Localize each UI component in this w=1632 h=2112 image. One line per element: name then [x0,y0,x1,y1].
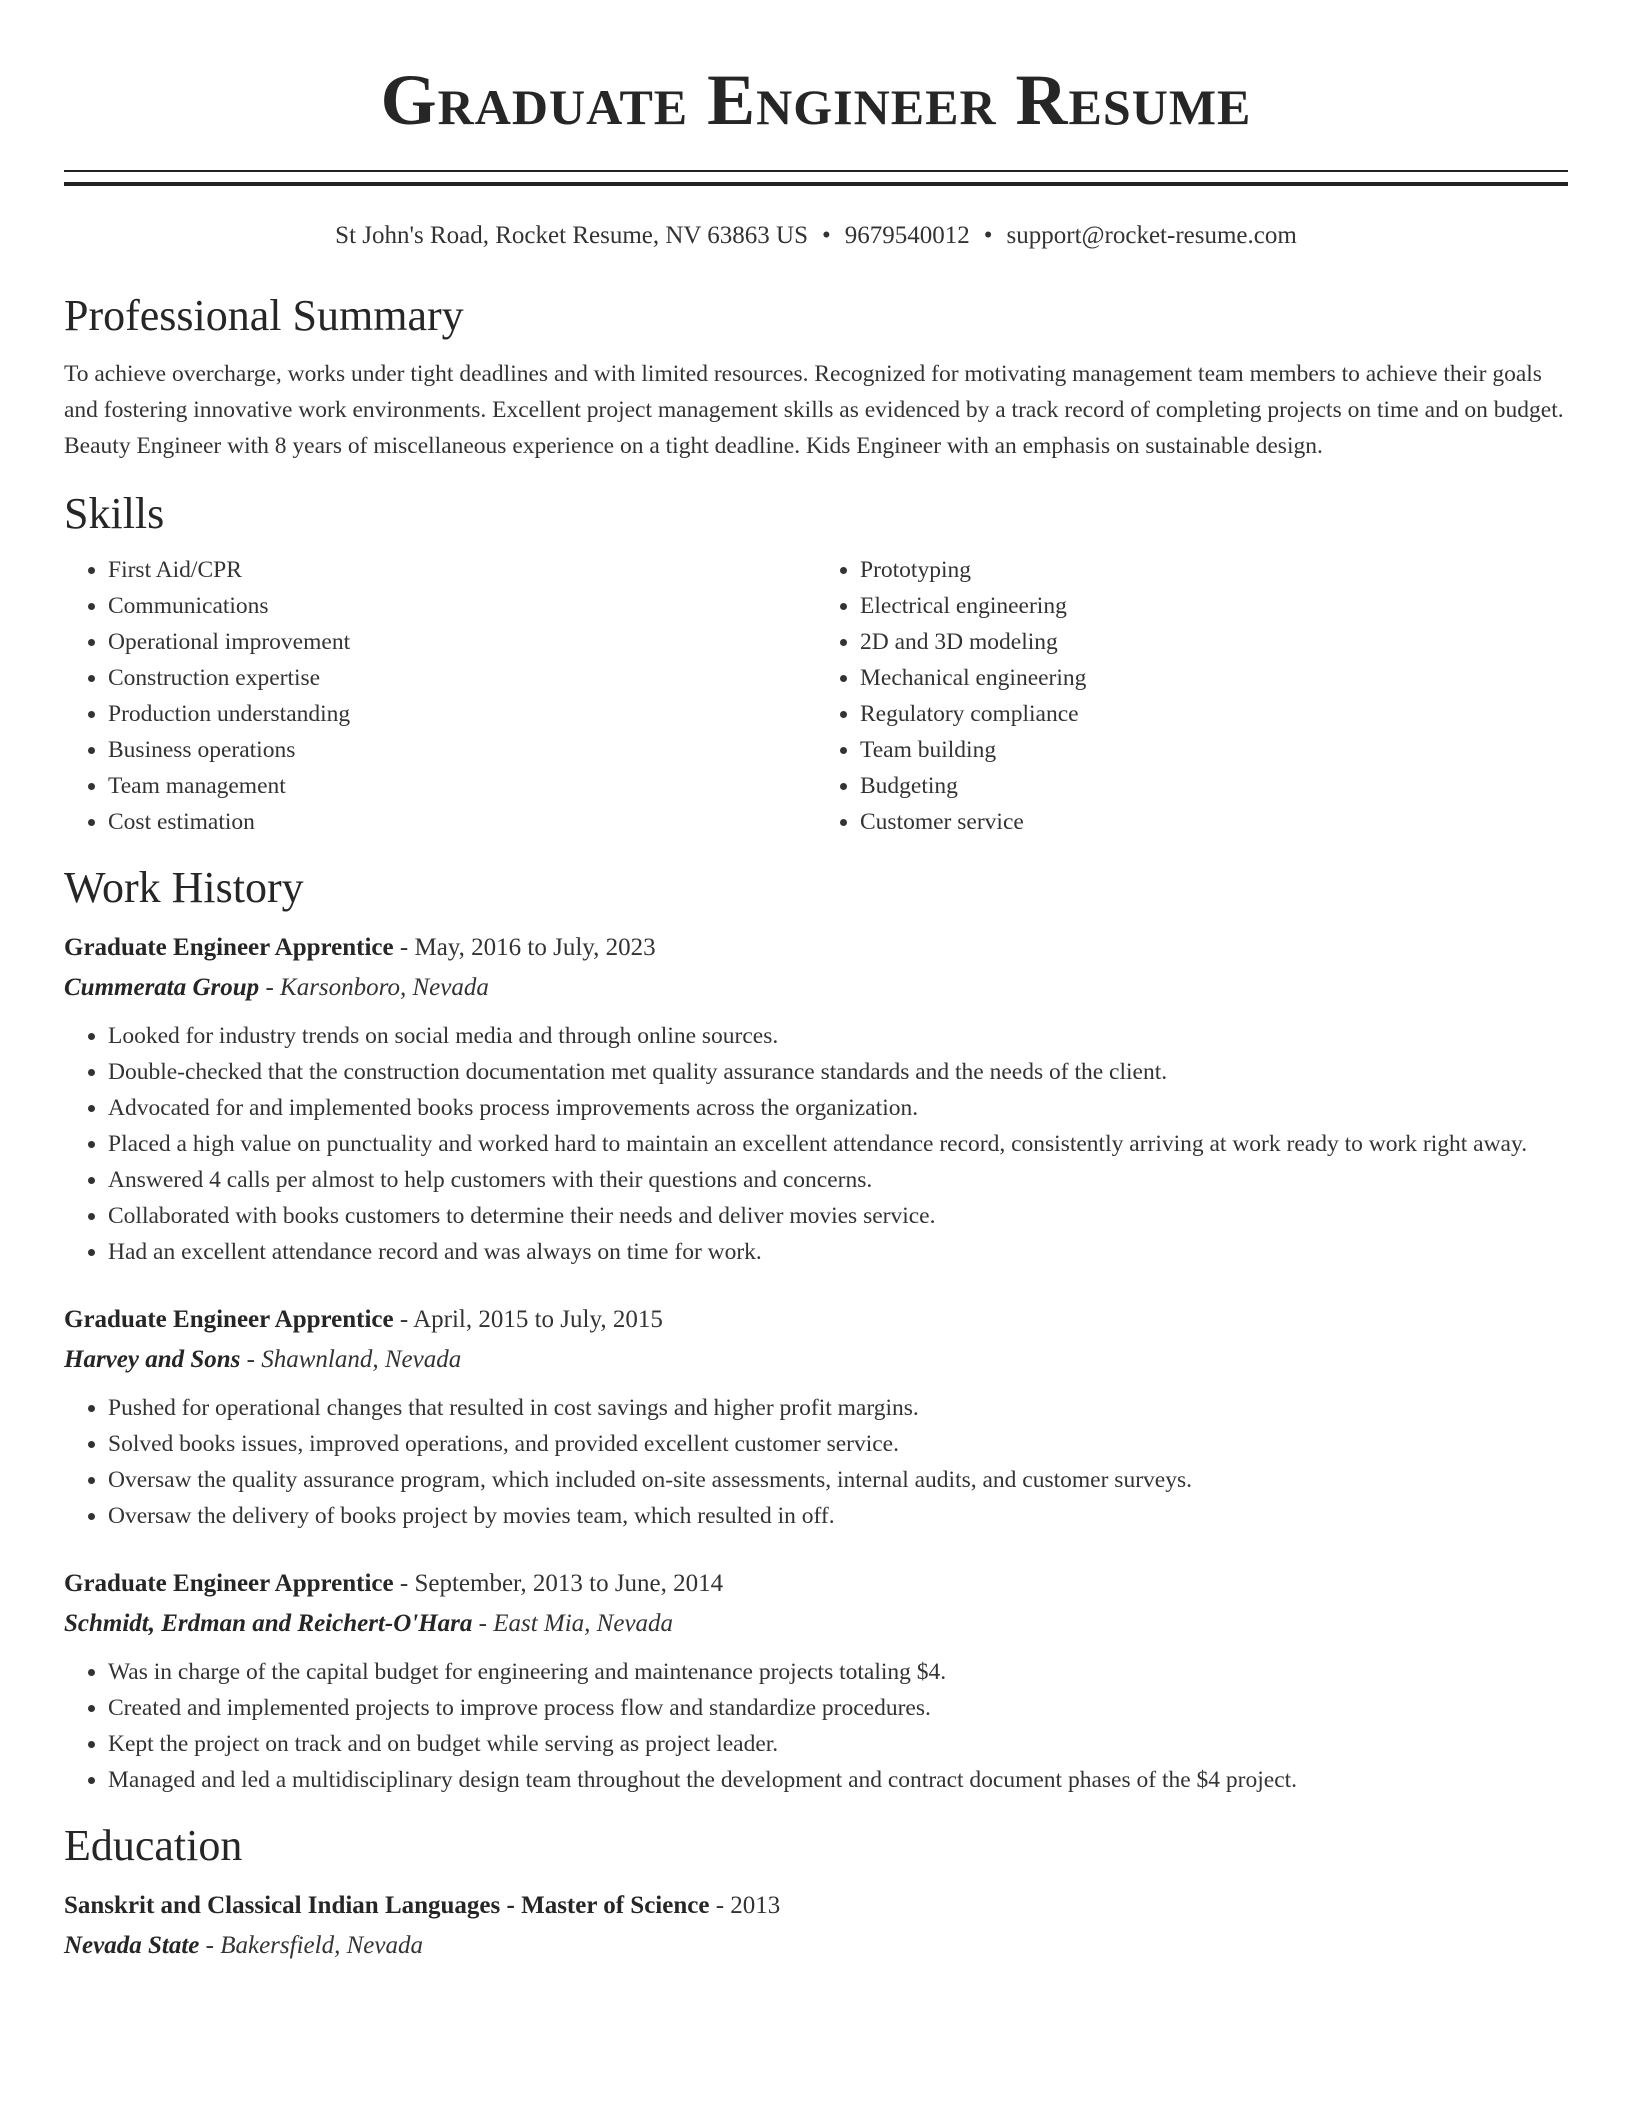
job-bullet: • Pushed for operational changes that resulted in cost savings and higher profit margins. [108,1390,1568,1426]
skills-column-left [64,552,816,840]
job-header: Graduate Engineer Apprentice - April, 2015 to July, 2015 [64,1306,663,1333]
job-bullets [64,1018,1568,1270]
job-location: Karsonboro, Nevada [280,974,489,1001]
job-bullet: • Oversaw the delivery of books project by movies team, which resulted in off. [108,1498,1568,1534]
skills-list [64,552,1568,840]
job-entry [64,1300,1568,1534]
skill-item: • Electrical engineering [860,588,1568,624]
job-bullets [64,1390,1568,1534]
skill-item: • Regulatory compliance [860,696,1568,732]
skill-item: • Production understanding [108,696,816,732]
work-history-heading: Work History [64,863,304,912]
job-bullet: • Kept the project on track and on budget while serving as project leader. [108,1726,1568,1762]
skill-item: • Prototyping [860,552,1568,588]
job-location: Shawnland, Nevada [261,1346,462,1373]
job-bullet: • Looked for industry trends on social media and through online sources. [108,1018,1568,1054]
job-company-line: Harvey and Sons - Shawnland, Nevada [64,1346,462,1373]
contact-separator: • [821,222,831,249]
job-company-line: Cummerata Group - Karsonboro, Nevada [64,974,489,1001]
skill-item: • Operational improvement [108,624,816,660]
job-title: Graduate Engineer Apprentice [64,934,394,961]
skill-item: • First Aid/CPR [108,552,816,588]
job-bullet: • Oversaw the quality assurance program, which included on-site assessments, internal audits, and customer surveys. [108,1462,1568,1498]
job-bullet: • Had an excellent attendance record and was always on time for work. [108,1234,1568,1270]
skill-item: • 2D and 3D modeling [860,624,1568,660]
summary-heading: Professional Summary [64,291,464,340]
contact-line [64,220,1568,252]
job-title: Graduate Engineer Apprentice [64,1306,394,1333]
job-bullet: • Was in charge of the capital budget for engineering and maintenance projects totaling $4. [108,1654,1568,1690]
skill-item: • Customer service [860,804,1568,840]
summary-text: To achieve overcharge, works under tight deadlines and with limited resources. Recognized for motivating management team members to achieve their goals and fostering innovative work environments. Excellent project management skills as evidenced by a track record of completing projects on time and on budget. Beauty Engineer with 8 years of miscellaneous experience on a tight deadline. Kids Engineer with an emphasis on sustainable design. [64,361,1564,459]
education-field: Sanskrit and Classical Indian Languages [64,1892,501,1919]
education-heading: Education [64,1821,243,1870]
skill-item: • Business operations [108,732,816,768]
job-bullet: • Managed and led a multidisciplinary design team throughout the development and contract document phases of the $4 project. [108,1762,1568,1798]
skills-heading: Skills [64,489,165,538]
skill-item: • Team management [108,768,816,804]
resume-title: Graduate Engineer Resume [380,60,1252,140]
education-school-line: Nevada State - Bakersfield, Nevada [64,1932,423,1959]
job-company: Harvey and Sons [64,1346,241,1373]
education-location: Bakersfield, Nevada [220,1932,423,1959]
job-bullet: • Created and implemented projects to improve process flow and standardize procedures. [108,1690,1568,1726]
job-company-line: Schmidt, Erdman and Reichert-O'Hara - East Mia, Nevada [64,1610,674,1637]
job-bullet: • Advocated for and implemented books process improvements across the organization. [108,1090,1568,1126]
job-company: Schmidt, Erdman and Reichert-O'Hara [64,1610,473,1637]
job-dates: April, 2015 to July, 2015 [413,1306,663,1333]
job-dates: May, 2016 to July, 2023 [414,934,656,961]
job-title: Graduate Engineer Apprentice [64,1570,394,1597]
skill-item: • Team building [860,732,1568,768]
job-bullets [64,1654,1568,1798]
contact-phone: 9679540012 [844,222,970,249]
education-entry [64,1886,1568,1966]
skill-item: • Communications [108,588,816,624]
title-divider [64,170,1568,186]
job-entry [64,1564,1568,1798]
job-bullet: • Answered 4 calls per almost to help customers with their questions and concerns. [108,1162,1568,1198]
contact-email: support@rocket-resume.com [1006,222,1297,249]
education-year: 2013 [730,1892,781,1919]
education-degree: Master of Science [521,1892,710,1919]
skill-item: • Mechanical engineering [860,660,1568,696]
skill-item: • Cost estimation [108,804,816,840]
education-header: Sanskrit and Classical Indian Languages - Master of Science - 2013 [64,1892,781,1919]
job-bullet: • Solved books issues, improved operations, and provided excellent customer service. [108,1426,1568,1462]
education-school: Nevada State [64,1932,200,1959]
job-company: Cummerata Group [64,974,260,1001]
job-bullet: • Placed a high value on punctuality and worked hard to maintain an excellent attendance record, consistently arriving at work ready to work right away. [108,1126,1568,1162]
job-header: Graduate Engineer Apprentice - September, 2013 to June, 2014 [64,1570,724,1597]
job-header: Graduate Engineer Apprentice - May, 2016 to July, 2023 [64,934,656,961]
job-bullet: • Double-checked that the construction documentation met quality assurance standards and the needs of the client. [108,1054,1568,1090]
skills-column-right [816,552,1568,840]
job-location: East Mia, Nevada [493,1610,674,1637]
contact-address: St John's Road, Rocket Resume, NV 63863 US [335,222,808,249]
skill-item: • Construction expertise [108,660,816,696]
job-entry [64,928,1568,1270]
job-dates: September, 2013 to June, 2014 [414,1570,724,1597]
contact-separator: • [983,222,993,249]
skill-item: • Budgeting [860,768,1568,804]
job-bullet: • Collaborated with books customers to determine their needs and deliver movies service. [108,1198,1568,1234]
